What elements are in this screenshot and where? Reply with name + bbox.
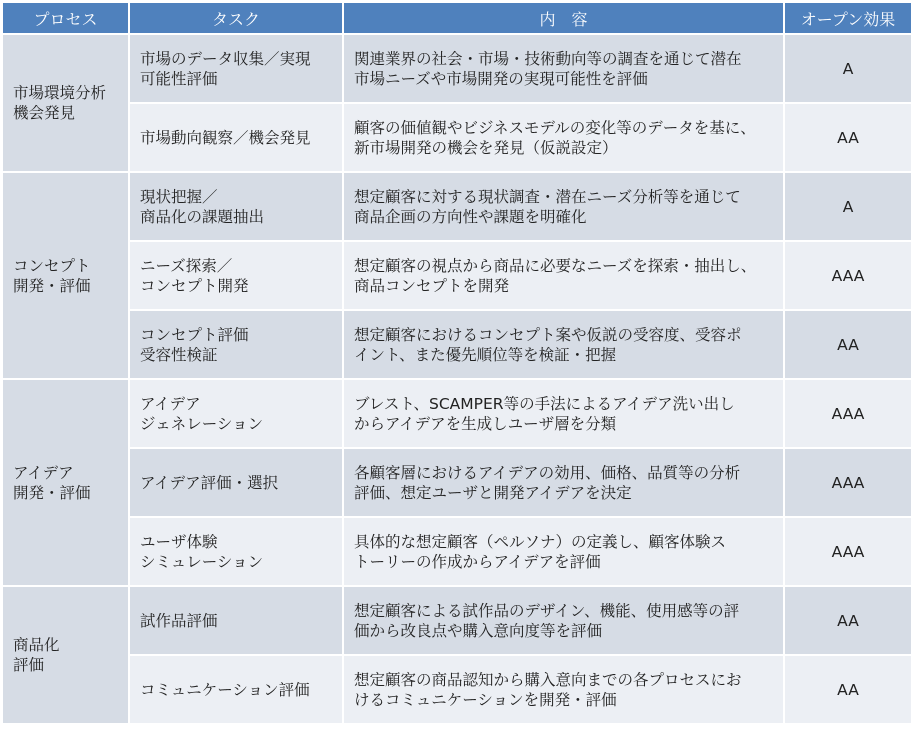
task-cell: 現状把握／ 商品化の課題抽出 xyxy=(130,173,342,240)
content-cell: 関連業界の社会・市場・技術動向等の調査を通じて潜在 市場ニーズや市場開発の実現可能性を評価 xyxy=(344,35,783,102)
content-cell: ブレスト、SCAMPER等の手法によるアイデア洗い出し からアイデアを生成しユーザ層を分類 xyxy=(344,380,783,447)
effect-cell: AA xyxy=(785,656,911,723)
content-cell: 顧客の価値観やビジネスモデルの変化等のデータを基に、 新市場開発の機会を発見（仮説設定） xyxy=(344,104,783,171)
task-cell: 市場動向観察／機会発見 xyxy=(130,104,342,171)
effect-cell: AA xyxy=(785,311,911,378)
effect-cell: A xyxy=(785,35,911,102)
effect-cell: AA xyxy=(785,587,911,654)
effect-cell: AAA xyxy=(785,518,911,585)
content-cell: 想定顧客に対する現状調査・潜在ニーズ分析等を通じて 商品企画の方向性や課題を明確化 xyxy=(344,173,783,240)
header-content: 内 容 xyxy=(344,3,783,33)
table-row xyxy=(3,449,911,516)
table-row xyxy=(3,311,911,378)
table-row xyxy=(3,173,911,240)
task-cell: 市場のデータ収集／実現 可能性評価 xyxy=(130,35,342,102)
content-cell: 想定顧客による試作品のデザイン、機能、使用感等の評 価から改良点や購入意向度等を評価 xyxy=(344,587,783,654)
header-task: タスク xyxy=(130,3,342,33)
effect-cell: AAA xyxy=(785,449,911,516)
process-task-table xyxy=(1,1,913,725)
header-process: プロセス xyxy=(3,3,128,33)
effect-cell: AAA xyxy=(785,242,911,309)
content-cell: 各顧客層におけるアイデアの効用、価格、品質等の分析 評価、想定ユーザと開発アイデアを決定 xyxy=(344,449,783,516)
task-cell: 試作品評価 xyxy=(130,587,342,654)
process-market-analysis: 市場環境分析 機会発見 xyxy=(3,35,128,171)
task-cell: アイデア評価・選択 xyxy=(130,449,342,516)
task-cell: ニーズ探索／ コンセプト開発 xyxy=(130,242,342,309)
process-concept: コンセプト 開発・評価 xyxy=(3,173,128,378)
task-cell: ユーザ体験 シミュレーション xyxy=(130,518,342,585)
process-commercialization: 商品化 評価 xyxy=(3,587,128,723)
table-row xyxy=(3,518,911,585)
task-cell: コミュニケーション評価 xyxy=(130,656,342,723)
effect-cell: A xyxy=(785,173,911,240)
table-row xyxy=(3,380,911,447)
content-cell: 想定顧客の視点から商品に必要なニーズを探索・抽出し、 商品コンセプトを開発 xyxy=(344,242,783,309)
table-row xyxy=(3,104,911,171)
table-row xyxy=(3,587,911,654)
content-cell: 具体的な想定顧客（ペルソナ）の定義し、顧客体験ス トーリーの作成からアイデアを評価 xyxy=(344,518,783,585)
header-effect: オープン効果 xyxy=(785,3,911,33)
table-row xyxy=(3,35,911,102)
table-row xyxy=(3,242,911,309)
content-cell: 想定顧客におけるコンセプト案や仮説の受容度、受容ポ イント、また優先順位等を検証・把握 xyxy=(344,311,783,378)
header-row xyxy=(3,3,911,33)
content-cell: 想定顧客の商品認知から購入意向までの各プロセスにお けるコミュニケーションを開発・評価 xyxy=(344,656,783,723)
effect-cell: AAA xyxy=(785,380,911,447)
task-cell: アイデア ジェネレーション xyxy=(130,380,342,447)
effect-cell: AA xyxy=(785,104,911,171)
table-row xyxy=(3,656,911,723)
task-cell: コンセプト評価 受容性検証 xyxy=(130,311,342,378)
process-idea: アイデア 開発・評価 xyxy=(3,380,128,585)
